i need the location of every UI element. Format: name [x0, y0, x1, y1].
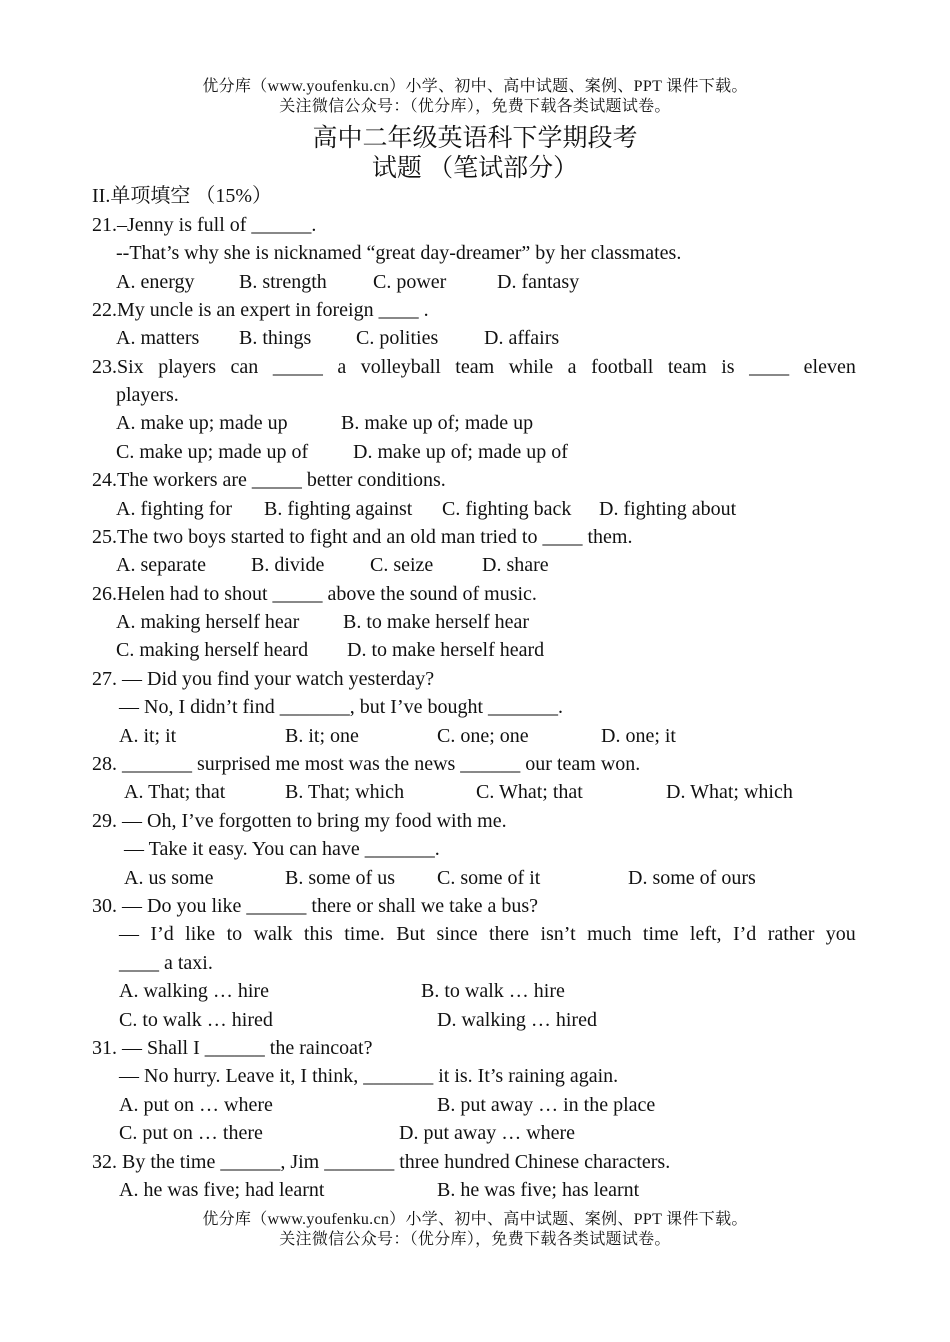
q23-word: can [230, 356, 259, 378]
q23-option-d: D. make up of; made up of [353, 441, 568, 463]
header-line-2: 关注微信公众号：（优分库），免费下载各类试题试卷。 [279, 98, 671, 115]
q22-option-d: D. affairs [484, 327, 560, 349]
q21-stem: 21.–Jenny is full of ______. [92, 214, 317, 236]
q30-word: rather [767, 923, 815, 945]
q30-word: left, [689, 923, 722, 945]
section-heading: II.单项填空 （15%） [92, 185, 272, 207]
q30-option-d: D. walking … hired [437, 1009, 597, 1031]
q24-option-b: B. fighting against [264, 498, 413, 520]
q30-word: — [119, 923, 139, 945]
q25-stem: 25.The two boys started to fight and an old man tried to ____ them. [92, 526, 633, 548]
q30-word: you [825, 923, 856, 945]
q24-option-d: D. fighting about [599, 498, 737, 520]
q32-stem: 32. By the time ______, Jim _______ three hundred Chinese characters. [92, 1151, 671, 1173]
q30-word: time [642, 923, 679, 945]
q30-word: there [489, 923, 530, 945]
q25-option-c: C. seize [370, 554, 434, 576]
q30-option-a: A. walking … hire [119, 980, 269, 1002]
q31-option-a: A. put on … where [119, 1094, 273, 1116]
q30-word: isn’t [540, 923, 576, 945]
q30-word: I’d [732, 923, 757, 945]
q23-line2: players. [116, 384, 179, 406]
q27-option-a: A. it; it [119, 725, 177, 747]
q23-word: 23.Six [92, 356, 144, 378]
page-title: 高中二年级英语科下学期段考 [312, 125, 638, 152]
q23-word: team [455, 356, 495, 378]
q23-word: football [591, 356, 654, 378]
q21-option-c: C. power [373, 271, 447, 293]
q26-option-c: C. making herself heard [116, 639, 309, 661]
q26-option-d: D. to make herself heard [347, 639, 545, 661]
q22-option-c: C. polities [356, 327, 439, 349]
q30-stem: 30. — Do you like ______ there or shall we take a bus? [92, 895, 539, 917]
q29-stem: 29. — Oh, I’ve forgotten to bring my food with me. [92, 810, 507, 832]
q25-option-a: A. separate [116, 554, 206, 576]
q30-word: this [303, 923, 333, 945]
q26-option-a: A. making herself hear [116, 611, 300, 633]
q29-option-b: B. some of us [285, 867, 395, 889]
q28-stem: 28. _______ surprised me most was the news ______ our team won. [92, 753, 641, 775]
q31-line2: — No hurry. Leave it, I think, _______ it is. It’s raining again. [119, 1065, 619, 1087]
q28-option-d: D. What; which [666, 781, 793, 803]
q21-line2: --That’s why she is nicknamed “great day-dreamer” by her classmates. [116, 242, 682, 264]
q30-option-c: C. to walk … hired [119, 1009, 273, 1031]
q23-word: _____ [272, 356, 323, 378]
q23-word: a [337, 356, 347, 378]
q30-word: like [185, 923, 216, 945]
q27-option-d: D. one; it [601, 725, 676, 747]
q30-word: I’d [150, 923, 174, 945]
q29-option-d: D. some of ours [628, 867, 756, 889]
q23-word: team [667, 356, 707, 378]
q29-line2: — Take it easy. You can have _______. [124, 838, 440, 860]
q29-option-c: C. some of it [437, 867, 541, 889]
q32-option-a: A. he was five; had learnt [119, 1179, 325, 1201]
q23-word: players [158, 356, 216, 378]
q30-line3: ____ a taxi. [119, 952, 213, 974]
q25-option-b: B. divide [251, 554, 325, 576]
q31-option-c: C. put on … there [119, 1122, 263, 1144]
q23-word: ____ [749, 356, 790, 378]
q27-option-c: C. one; one [437, 725, 529, 747]
q28-option-a: A. That; that [124, 781, 226, 803]
header-line-1: 优分库（www.youfenku.cn）小学、初中、高中试题、案例、PPT 课件下载。 [202, 78, 748, 95]
q27-stem: 27. — Did you find your watch yesterday? [92, 668, 435, 690]
q24-option-c: C. fighting back [442, 498, 572, 520]
q23-word: eleven [803, 356, 856, 378]
q30-word: walk [253, 923, 293, 945]
q30-word: since [436, 923, 478, 945]
q30-line2 [119, 921, 856, 947]
q32-option-b: B. he was five; has learnt [437, 1179, 640, 1201]
q23-word: is [721, 356, 735, 378]
q30-option-b: B. to walk … hire [421, 980, 565, 1002]
q30-word: But [396, 923, 426, 945]
q28-option-b: B. That; which [285, 781, 405, 803]
q21-option-a: A. energy [116, 271, 195, 293]
q30-word: to [226, 923, 243, 945]
q23-option-b: B. make up of; made up [341, 412, 534, 434]
q21-option-b: B. strength [239, 271, 327, 293]
q31-stem: 31. — Shall I ______ the raincoat? [92, 1037, 373, 1059]
q30-word: much [587, 923, 632, 945]
q27-option-b: B. it; one [285, 725, 359, 747]
q23-word: while [508, 356, 554, 378]
q23-option-a: A. make up; made up [116, 412, 288, 434]
q24-option-a: A. fighting for [116, 498, 233, 520]
q22-option-a: A. matters [116, 327, 200, 349]
q26-option-b: B. to make herself hear [343, 611, 530, 633]
q27-line2: — No, I didn’t find _______, but I’ve bought _______. [119, 696, 564, 718]
q25-option-d: D. share [482, 554, 549, 576]
q30-word: time. [344, 923, 385, 945]
q22-stem: 22.My uncle is an expert in foreign ____ . [92, 299, 429, 321]
q24-stem: 24.The workers are _____ better conditions. [92, 469, 446, 491]
q29-option-a: A. us some [124, 867, 214, 889]
q26-stem: 26.Helen had to shout _____ above the sound of music. [92, 583, 537, 605]
q31-option-b: B. put away … in the place [437, 1094, 656, 1116]
q21-option-d: D. fantasy [497, 271, 580, 293]
footer-line-2: 关注微信公众号：（优分库），免费下载各类试题试卷。 [279, 1231, 671, 1248]
q28-option-c: C. What; that [476, 781, 583, 803]
page-subtitle: 试题 （笔试部分） [371, 155, 579, 182]
footer-line-1: 优分库（www.youfenku.cn）小学、初中、高中试题、案例、PPT 课件下载。 [202, 1211, 748, 1228]
q23-word: a [567, 356, 577, 378]
q31-option-d: D. put away … where [399, 1122, 576, 1144]
q23-word: volleyball [360, 356, 441, 378]
q22-option-b: B. things [239, 327, 312, 349]
q23-stem [92, 354, 856, 380]
q23-option-c: C. make up; made up of [116, 441, 309, 463]
